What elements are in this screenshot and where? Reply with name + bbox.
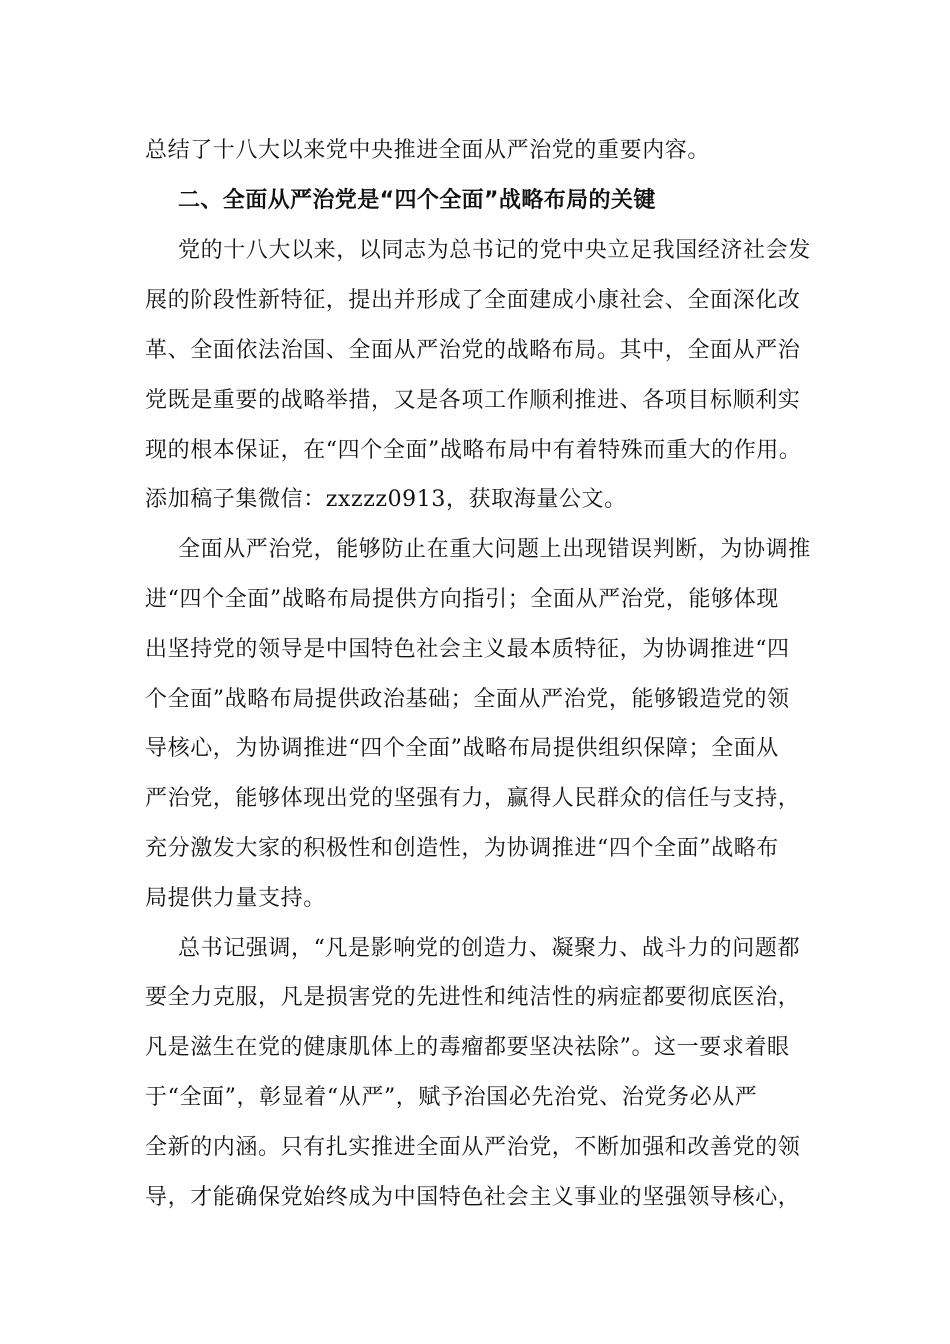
body-text-line: 总结了十八大以来党中央推进全面从严治党的重要内容。 (145, 138, 711, 163)
body-text-line: 严治党，能够体现出党的坚强有力，赢得人民群众的信任与支持， (145, 786, 801, 811)
body-text-line: 全新的内涵。只有扎实推进全面从严治党，不断加强和改善党的领 (145, 1135, 801, 1160)
body-text-line: 要全力克服，凡是损害党的先进性和纯洁性的病症都要彻底医治， (145, 985, 801, 1010)
section-heading: 二、全面从严治党是“四个全面”战略布局的关键 (178, 188, 656, 213)
body-text-line: 全面从严治党，能够防止在重大问题上出现错误判断，为协调推 (178, 537, 811, 562)
body-text-line: 个全面”战略布局提供政治基础；全面从严治党，能够锻造党的领 (145, 687, 790, 712)
body-text-line: 革、全面依法治国、全面从严治党的战略布局。其中，全面从严治 (145, 338, 801, 363)
body-text-line: 充分激发大家的积极性和创造性，为协调推进“四个全面”战略布 (145, 836, 779, 861)
body-text-line: 党既是重要的战略举措，又是各项工作顺利推进、各项目标顺利实 (145, 388, 801, 413)
body-text-line: 党的十八大以来，以同志为总书记的党中央立足我国经济社会发 (178, 238, 811, 263)
body-text-line: 导，才能确保党始终成为中国特色社会主义事业的坚强领导核心， (145, 1185, 801, 1210)
body-text-line: 展的阶段性新特征，提出并形成了全面建成小康社会、全面深化改 (145, 288, 801, 313)
body-text-line: 总书记强调，“凡是影响党的创造力、凝聚力、战斗力的问题都 (178, 936, 801, 961)
body-text-line: 局提供力量支持。 (145, 886, 326, 911)
body-text-line: 进“四个全面”战略布局提供方向指引；全面从严治党，能够体现 (145, 587, 779, 612)
body-text-line: 现的根本保证，在“四个全面”战略布局中有着特殊而重大的作用。 (145, 438, 802, 463)
body-text-line: 凡是滋生在党的健康肌体上的毒瘤都要坚决祛除”。这一要求着眼 (145, 1035, 790, 1060)
body-text-line: 添加稿子集微信：zxzzz0913，获取海量公文。 (145, 487, 627, 512)
body-text-line: 出坚持党的领导是中国特色社会主义最本质特征，为协调推进“四 (145, 637, 790, 662)
body-text-line: 导核心，为协调推进“四个全面”战略布局提供组织保障；全面从 (145, 736, 779, 761)
body-text-line: 于“全面”，彰显着“从严”，赋予治国必先治党、治党务必从严 (145, 1085, 758, 1110)
